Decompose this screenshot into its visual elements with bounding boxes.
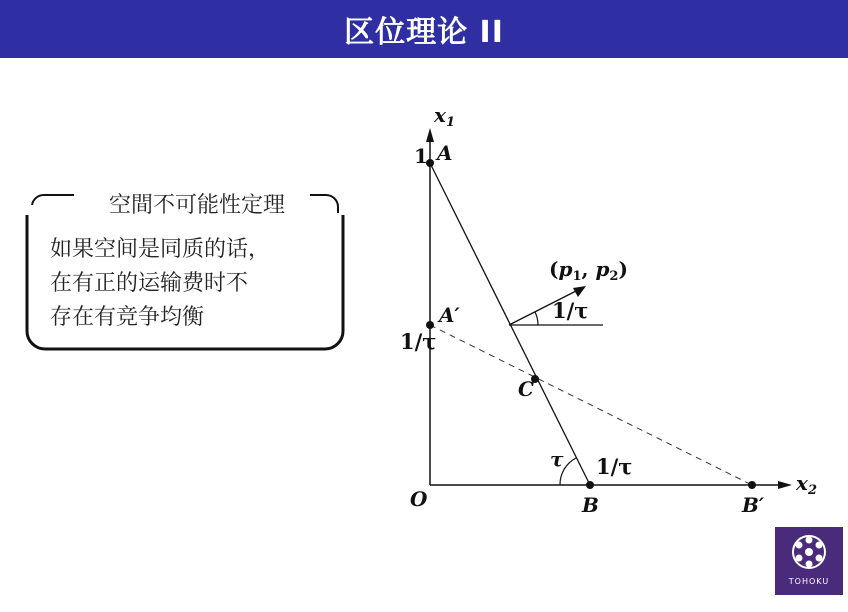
y-axis-arrow — [426, 128, 434, 142]
point-a-prime — [426, 321, 434, 329]
point-b-label: B — [582, 493, 599, 517]
line-a-prime-b-prime — [430, 325, 752, 485]
angle-tau-label: τ — [550, 447, 564, 471]
point-a-prime-tick: 1/τ — [400, 329, 437, 354]
theorem-line: 在有正的运输费时不 — [50, 271, 249, 296]
point-a-prime-label: A′ — [439, 303, 460, 327]
logo-text: TOHOKU — [788, 577, 830, 586]
x-axis-arrow — [778, 481, 792, 489]
point-b-prime — [748, 481, 756, 489]
point-a-tick: 1 — [414, 144, 428, 168]
point-a-label: A — [437, 141, 453, 165]
slope-label: 1/τ — [552, 298, 589, 323]
theorem-line: 如果空间是同质的话， — [50, 237, 271, 262]
x-axis-label: $x_2$ — [796, 471, 817, 498]
price-angle-arc — [535, 312, 538, 325]
point-b-tick: 1/τ — [596, 454, 633, 479]
theorem-line: 存在有竞争均衡 — [50, 305, 205, 330]
university-logo — [775, 527, 843, 595]
point-b — [586, 481, 594, 489]
price-vector-label: ($p_1$, $p_2$) — [549, 257, 628, 284]
point-c-label: C — [518, 377, 534, 401]
price-vector-arrowhead — [573, 286, 586, 297]
y-axis-label: $x_1$ — [434, 103, 455, 130]
origin-label: O — [410, 487, 428, 511]
theorem-heading: 空間不可能性定理 — [84, 194, 310, 218]
point-b-prime-label: B′ — [742, 493, 765, 517]
slide-title: 区位理论 II — [344, 15, 504, 50]
